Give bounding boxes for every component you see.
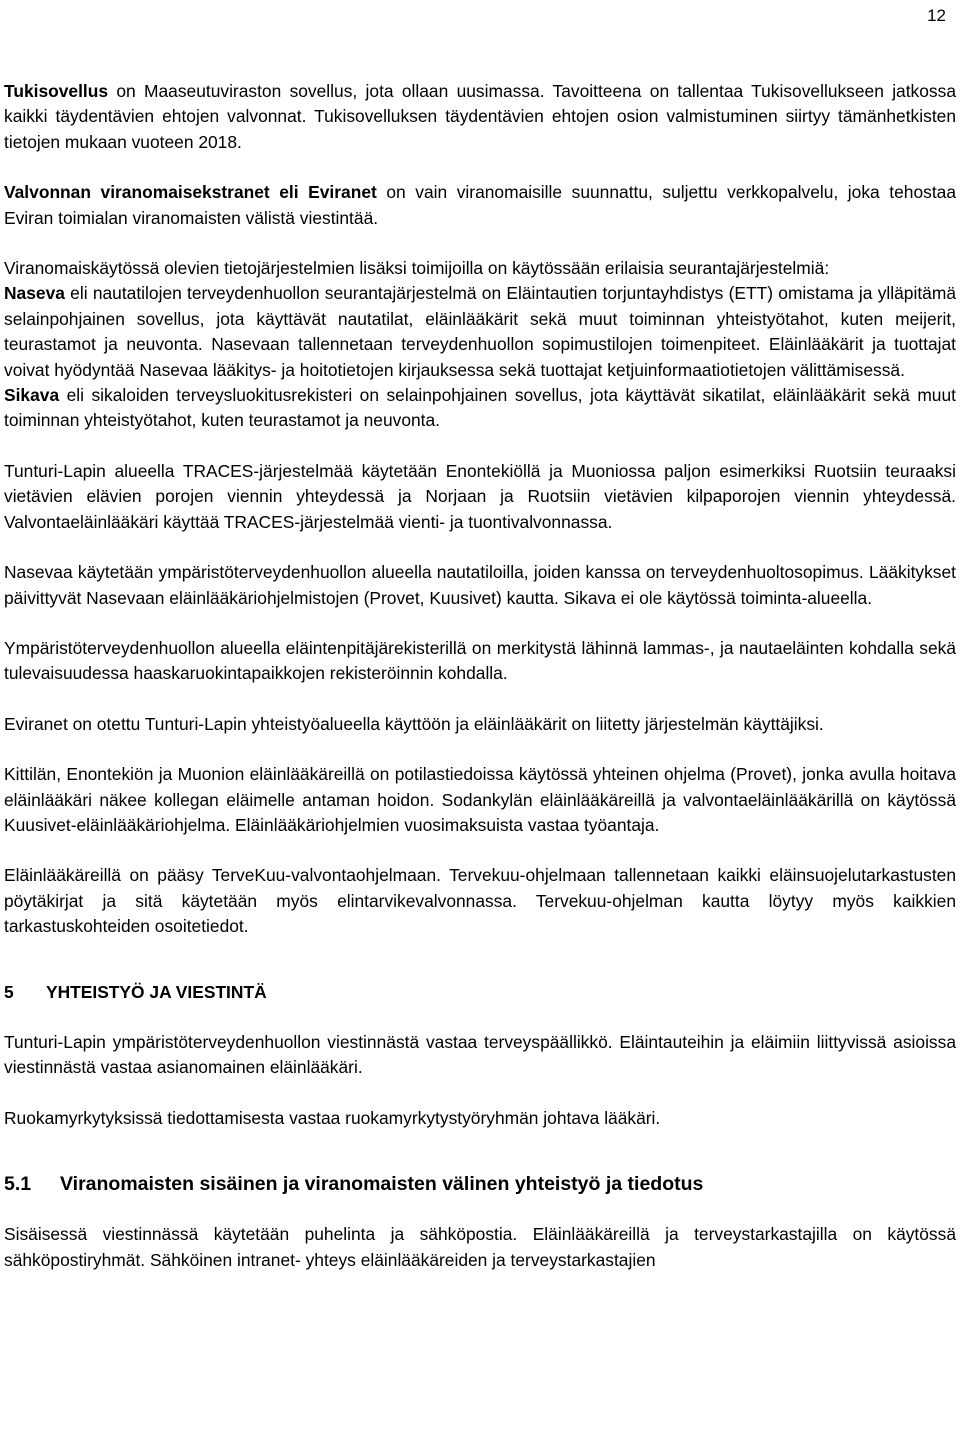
term-sikava: Sikava — [4, 385, 60, 406]
paragraph-tukisovellus — [4, 79, 956, 155]
paragraph-internal-communication: Sisäisessä viestinnässä käytetään puhelinta ja sähköpostia. Eläinlääkäreillä ja terveystarkastajilla on käytössä sähköpostiryhmät. Sähköinen intranet- yhteys eläinlääkäreiden ja terveystarkastajien — [4, 1224, 956, 1270]
paragraph-provet: Kittilän, Enontekiön ja Muonion eläinlääkäreillä on potilastiedoissa käytössä yhteinen ohjelma (Provet), jonka avulla hoitava eläinlääkäri näkee kollegan eläimelle antaman hoidon. Sodankylän eläinlääkäreillä ja valvontaeläinlääkärillä on käytössä Kuusivet-eläinlääkäriohjelma. Eläinlääkäriohjelmien vuosimaksuista vastaa työantaja. — [4, 764, 956, 835]
paragraph-naseva-usage: Nasevaa käytetään ympäristöterveydenhuollon alueella nautatiloilla, joiden kanssa on terveydenhuoltosopimus. Lääkitykset päivittyvät Nasevaan eläinlääkäriohjelmistojen (Provet, Kuusivet) kautta. Sikava ei ole käytössä toiminta-alueella. — [4, 562, 956, 608]
section-heading-5 — [4, 980, 956, 1005]
paragraph-traces: Tunturi-Lapin alueella TRACES-järjestelmää käytetään Enontekiöllä ja Muoniossa paljon esimerkiksi Ruotsiin teuraaksi vietävien elävien porojen viennin yhteydessä ja Norjaan ja Ruotsiin vietävien kilpaporojen viennin yhteydessä. Valvontaeläinlääkäri käyttää TRACES-järjestelmää vienti- ja tuontivalvonnassa. — [4, 460, 956, 532]
section-title: YHTEISTYÖ JA VIESTINTÄ — [46, 981, 267, 1002]
paragraph-text: on Maaseutuviraston sovellus, jota ollaan uusimassa. Tavoitteena on tallentaa Tukisovellukseen jatkossa kaikki täydentävien ehtojen valvonnat. Tukisovelluksen täydentävien ehtojen osion valmistuminen siirtyy tämänhetkisten tietojen mukaan vuoteen 2018. — [4, 81, 956, 152]
section-heading-5-1 — [4, 1171, 956, 1197]
paragraph-animal-keeper-register: Ympäristöterveydenhuollon alueella eläintenpitäjärekisterillä on merkitystä lähinnä lammas-, ja nautaeläinten kohdalla sekä tulevaisuudessa haaskaruokintapaikkojen rekisteröinnin kohdalla. — [4, 637, 956, 684]
term-naseva: Naseva — [4, 283, 65, 304]
document-body — [4, 79, 956, 1273]
paragraph-monitoring-systems — [4, 256, 956, 434]
paragraph-food-poisoning: Ruokamyrkytyksissä tiedottamisesta vastaa ruokamyrkytystyöryhmän johtava lääkäri. — [4, 1107, 661, 1128]
paragraph-eviranet-usage: Eviranet on otettu Tunturi-Lapin yhteistyöalueella käyttöön ja eläinlääkärit on liitetty järjestelmän käyttäjiksi. — [4, 713, 824, 734]
paragraph-intro: Viranomaiskäytössä olevien tietojärjestelmien lisäksi toimijoilla on käytössään erilaisia seurantajärjestelmiä: — [4, 258, 830, 279]
paragraph-communication: Tunturi-Lapin ympäristöterveydenhuollon viestinnästä vastaa terveyspäällikkö. Eläintauteihin ja eläimiin liittyvissä asioissa viestinnästä vastaa asianomainen eläinlääkäri. — [4, 1031, 956, 1078]
section-title: Viranomaisten sisäinen ja viranomaisten välinen yhteistyö ja tiedotus — [60, 1173, 704, 1196]
paragraph-tervekuu: Eläinlääkäreillä on pääsy TerveKuu-valvontaohjelmaan. Tervekuu-ohjelmaan tallennetaan kaikki eläinsuojelutarkastusten pöytäkirjat ja sitä käytetään myös elintarvikevalvonnassa. Tervekuu-ohjelman kautta löytyy myös kaikkien tarkastuskohteiden osoitetiedot. — [4, 865, 956, 937]
paragraph-eviranet — [4, 180, 956, 231]
term-eviranet: Valvonnan viranomaisekstranet eli Eviranet — [4, 182, 377, 203]
sikava-description: eli sikaloiden terveysluokitusrekisteri on selainpohjainen sovellus, jota käyttävät sikatilat, eläinlääkärit sekä muut toiminnan yhteistyötahot, kuten teurastamot ja neuvonta. — [4, 385, 956, 431]
section-number: 5 — [4, 981, 14, 1002]
page-number: 12 — [927, 6, 946, 25]
naseva-description: eli nautatilojen terveydenhuollon seurantajärjestelmä on Eläintautien torjuntayhdistys (ETT) omistama ja ylläpitämä selainpohjainen sovellus, jota käyttävät nautatilat, eläinlääkärit sekä muut toiminnan yhteistyötahot, kuten meijerit, teurastamot ja neuvonta. Nasevaan tallennetaan terveydenhuollon sopimustilojen toimenpiteet. Eläinlääkärit ja tuottajat voivat hyödyntää Nasevaa lääkitys- ja hoitotietojen kirjauksessa sekä tuottajat ketjuinformaatiotietojen välittämisessä. — [4, 283, 956, 380]
section-number: 5.1 — [4, 1173, 32, 1196]
paragraph-text: on vain viranomaisille suunnattu, suljettu verkkopalvelu, joka tehostaa Eviran toimialan viranomaisten välistä viestintää. — [4, 182, 956, 228]
term-tukisovellus: Tukisovellus — [4, 81, 109, 101]
